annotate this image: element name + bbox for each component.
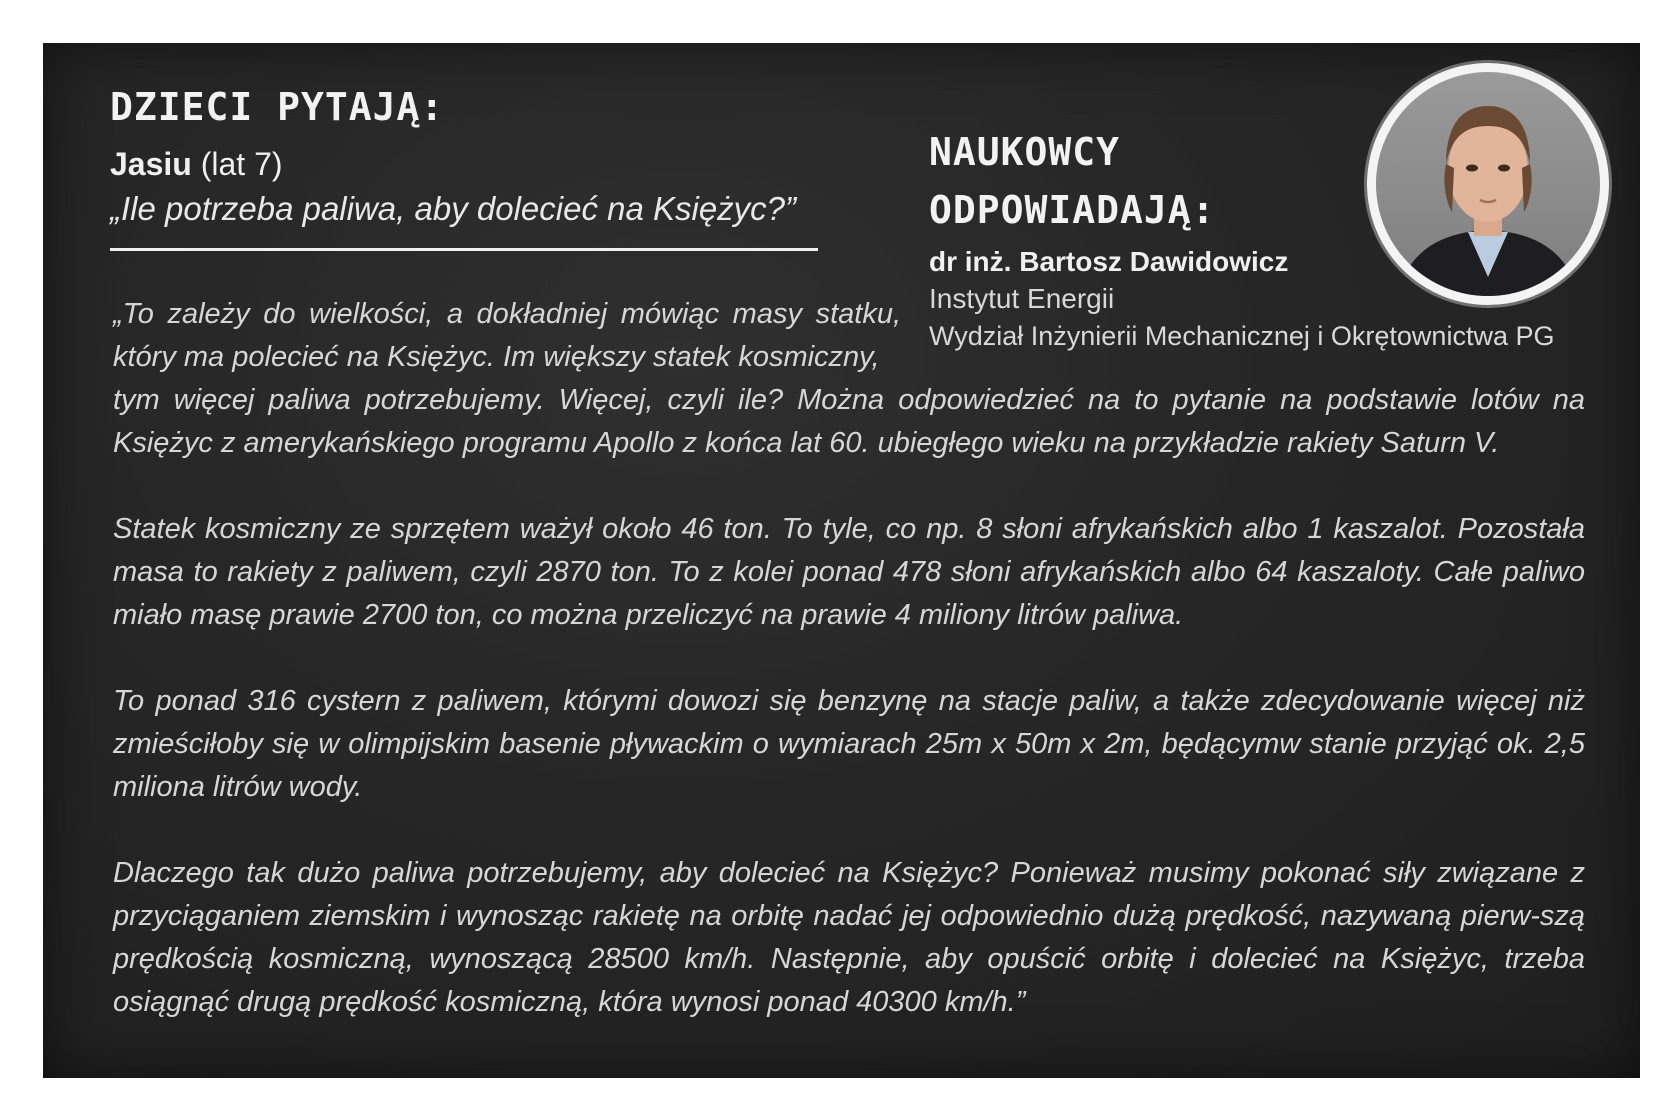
scientists-heading-line1: NAUKOWCY bbox=[929, 130, 1121, 174]
scientist-portrait bbox=[1367, 63, 1609, 305]
asker-age: (lat 7) bbox=[191, 146, 283, 182]
scientists-heading-line2: ODPOWIADAJĄ: bbox=[929, 188, 1216, 232]
scientist-institute: Instytut Energii bbox=[929, 283, 1115, 314]
question-text: „Ile potrzeba paliwa, aby dolecieć na Księżyc?” bbox=[110, 190, 797, 227]
question-divider bbox=[110, 248, 818, 251]
scientist-name: dr inż. Bartosz Dawidowicz bbox=[929, 246, 1289, 277]
scientists-answer-heading bbox=[929, 123, 1216, 239]
answer-paragraph-4: Dlaczego tak dużo paliwa potrzebujemy, aby dolecieć na Księżyc? Ponieważ musimy pokonać siły związane z przyciąganiem ziemskim i wynosząc rakietę na orbitę nadać jej odpowiednio dużą prędkość, nazywaną pierw-szą prędkością kosmiczną, wynoszącą 28500 km/h. Następnie, aby opuścić orbitę i dolecieć na Księżyc, trzeba osiągnąć drugą prędkość kosmiczną, która wynosi ponad 40300 km/h.” bbox=[113, 857, 1585, 1018]
kids-ask-heading: DZIECI PYTAJĄ: bbox=[110, 85, 445, 129]
chalkboard-panel bbox=[43, 43, 1640, 1078]
answer-paragraph-1-part-2: tym więcej paliwa potrzebujemy. Więcej, czyli ile? Można odpowiedzieć na to pytanie na podstawie lotów na Księżyc z amerykańskiego programu Apollo z końca lat 60. ubiegłego wieku na przykładzie rakiety Saturn V. bbox=[113, 384, 1585, 459]
portrait-illustration bbox=[1376, 72, 1600, 296]
asker-name: Jasiu bbox=[110, 146, 192, 182]
scientist-department: Wydział Inżynierii Mechanicznej i Okrętownictwa PG bbox=[929, 321, 1555, 351]
asker-line bbox=[110, 146, 283, 183]
answer-paragraph-2: Statek kosmiczny ze sprzętem ważył około 46 ton. To tyle, co np. 8 słoni afrykańskich albo 1 kaszalot. Pozostała masa to rakiety z paliwem, czyli 2870 ton. To z kolei ponad 478 słoni afrykańskich albo 64 kaszaloty. Całe paliwo miało masę prawie 2700 ton, co można przeliczyć na prawie 4 miliony litrów paliwa. bbox=[113, 513, 1585, 631]
answer-paragraph-3: To ponad 316 cystern z paliwem, którymi dowozi się benzynę na stacje paliw, a także zdecydowanie więcej niż zmieściłoby się w olimpijskim basenie pływackim o wymiarach 25m x 50m x 2m, będącymw stanie przyjąć ok. 2,5 miliona litrów wody. bbox=[113, 685, 1585, 803]
answer-paragraph-1-part-1: „To zależy do wielkości, a dokładniej mówiąc masy statku, który ma polecieć na Księżyc. Im większy statek kosmiczny, bbox=[113, 298, 901, 373]
